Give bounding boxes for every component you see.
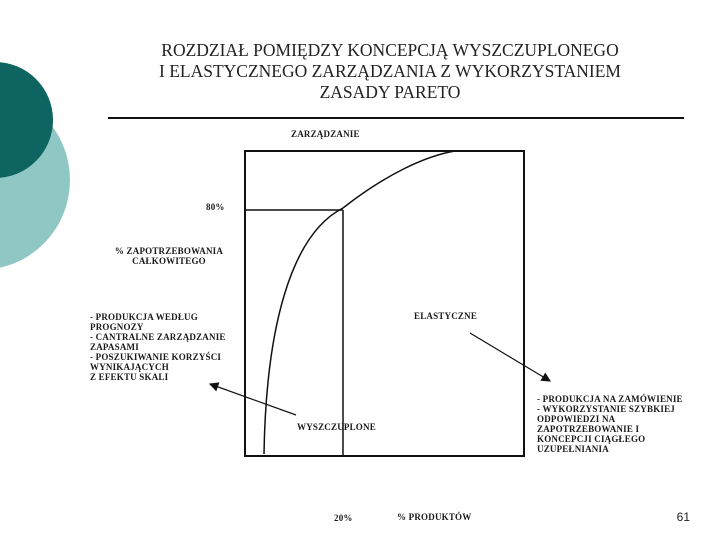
agile-description-line: KONCEPCJI CIĄGŁEGO (537, 434, 646, 444)
lean-description-line: Z EFEKTU SKALI (90, 372, 169, 382)
y-axis-label-line: CAŁKOWITEGO (132, 256, 206, 266)
agile-description-line: - WYKORZYSTANIE SZYBKIEJ (537, 404, 675, 414)
title-line: ROZDZIAŁ POMIĘDZY KONCEPCJĄ WYSZCZUPLONEGO (161, 40, 619, 60)
title-line: ZASADY PARETO (319, 82, 461, 102)
title-line: I ELASTYCZNEGO ZARZĄDZANIA Z WYKORZYSTANIEM (159, 61, 621, 81)
arrow-agile (470, 333, 550, 381)
y-axis-label-line: % ZAPOTRZEBOWANIA (114, 246, 224, 256)
lean-description-line: WYNIKAJĄCYCH (90, 362, 169, 372)
agile-description-line: - PRODUKCJA NA ZAMÓWIENIE (537, 394, 683, 404)
lean-description-line: - CANTRALNE ZARZĄDZANIE (90, 332, 226, 342)
x-tick-20-percent: 20% (334, 513, 353, 523)
lean-label: WYSZCZUPLONE (297, 422, 376, 432)
slide-title (95, 40, 685, 103)
title-divider (108, 117, 684, 119)
x-axis-label: % PRODUKTÓW (397, 512, 472, 522)
chart-frame (245, 151, 524, 456)
lean-description (90, 312, 226, 382)
arrow-lean (210, 384, 296, 415)
lean-description-line: PROGNOZY (90, 322, 144, 332)
agile-label: ELASTYCZNE (414, 311, 478, 321)
page-number: 61 (676, 510, 690, 524)
lean-description-line: ZAPASAMI (90, 342, 139, 352)
y-axis-label (104, 246, 234, 266)
lean-description-line: - POSZUKIWANIE KORZYŚCI (90, 352, 222, 362)
agile-description-line: ODPOWIEDZI NA (537, 414, 616, 424)
y-tick-80-percent: 80% (206, 202, 225, 212)
top-label-management: ZARZĄDZANIE (291, 129, 360, 139)
agile-description-line: ZAPOTRZEBOWANIE I (537, 424, 640, 434)
pareto-curve (264, 151, 455, 454)
agile-description (537, 394, 683, 454)
agile-description-line: UZUPEŁNIANIA (537, 444, 609, 454)
lean-description-line: - PRODUKCJA WEDŁUG (90, 312, 198, 322)
